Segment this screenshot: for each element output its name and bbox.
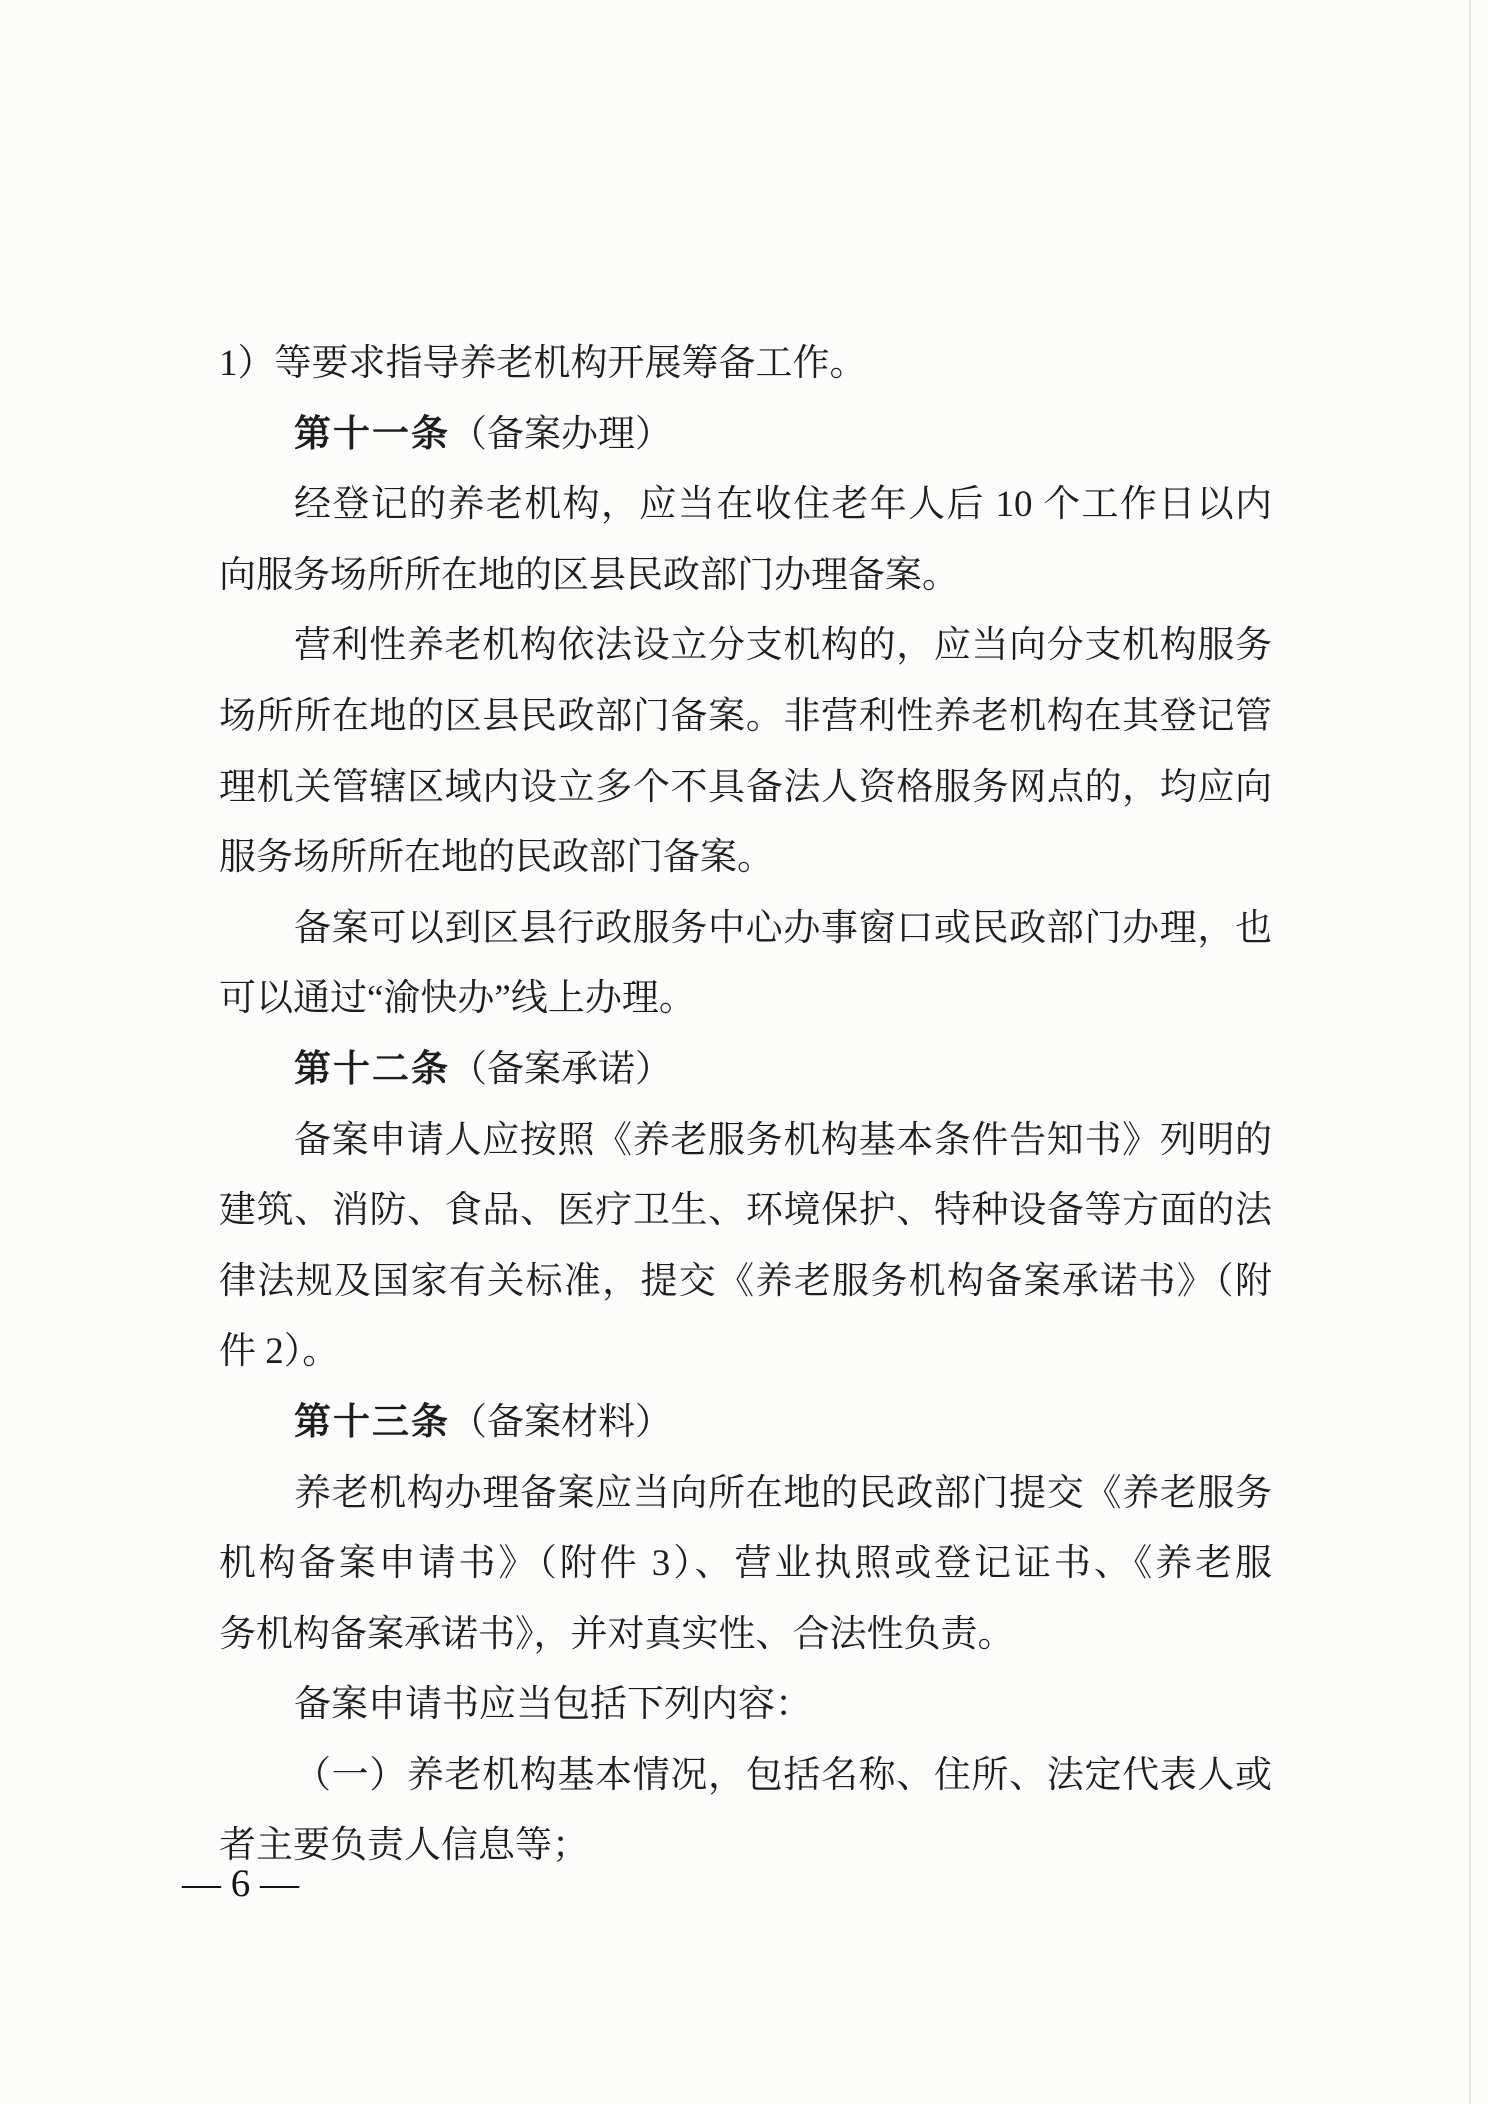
article-number-label: 第十二条	[294, 1048, 450, 1090]
article-number-label: 第十三条	[294, 1401, 450, 1443]
text-line: 营利性养老机构依法设立分支机构的，应当向分支机构服务	[294, 625, 1272, 667]
text-line: 第十三条（备案材料）	[294, 1401, 672, 1443]
text-line: 向服务场所所在地的区县民政部门办理备案。	[219, 554, 959, 596]
text-line: 经登记的养老机构，应当在收住老年人后 10 个工作日以内	[294, 484, 1272, 526]
text-line: 律法规及国家有关标准，提交《养老服务机构备案承诺书》（附	[219, 1260, 1272, 1302]
text-line: 务机构备案承诺书》，并对真实性、合法性负责。	[219, 1613, 1015, 1655]
text-line: 可以通过“渝快办”线上办理。	[219, 978, 696, 1020]
article-number-label: 第十一条	[294, 413, 450, 455]
text-line: 建筑、消防、食品、医疗卫生、环境保护、特种设备等方面的法	[219, 1190, 1272, 1232]
text-line: 场所所在地的区县民政部门备案。非营利性养老机构在其登记管	[219, 695, 1272, 737]
text-line: 第十二条（备案承诺）	[294, 1048, 672, 1090]
text-line: 备案申请书应当包括下列内容：	[294, 1684, 812, 1726]
scan-edge-line	[1469, 0, 1471, 2104]
text-line: 养老机构办理备案应当向所在地的民政部门提交《养老服务	[294, 1472, 1272, 1514]
text-line: 服务场所所在地的民政部门备案。	[219, 837, 774, 879]
text-line: 1）等要求指导养老机构开展筹备工作。	[219, 343, 867, 384]
text-line: 机构备案申请书》（附件 3）、营业执照或登记证书、《养老服	[219, 1543, 1272, 1585]
page-number-footer: — 6 —	[182, 1862, 299, 1905]
text-line: 备案可以到区县行政服务中心办事窗口或民政部门办理，也	[294, 907, 1272, 949]
text-block	[219, 329, 1272, 1882]
text-line: 第十一条（备案办理）	[294, 413, 672, 455]
text-line: 备案申请人应按照《养老服务机构基本条件告知书》列明的	[294, 1119, 1272, 1161]
text-line: 件 2）。	[219, 1331, 340, 1373]
text-line: （一）养老机构基本情况，包括名称、住所、法定代表人或	[294, 1754, 1272, 1796]
text-line: 者主要负责人信息等；	[219, 1825, 589, 1867]
text-line: 理机关管辖区域内设立多个不具备法人资格服务网点的，均应向	[219, 766, 1272, 808]
